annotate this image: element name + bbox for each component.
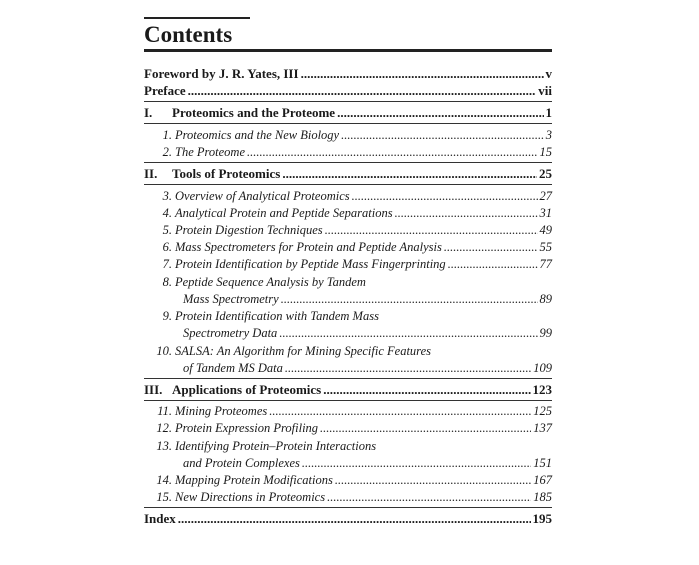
- divider: [144, 507, 552, 508]
- chapter-title-line1: Protein Identification with Tandem Mass: [175, 309, 379, 323]
- chapter-title-line2: Spectrometry Data: [183, 326, 278, 340]
- toc-chapter-1[interactable]: [152, 126, 552, 144]
- part-title: Applications of Proteomics: [172, 382, 322, 397]
- chapter-number: 2.: [162, 145, 172, 159]
- leader-dots: [188, 82, 537, 100]
- chapter-title-line1: Peptide Sequence Analysis by Tandem: [175, 275, 366, 289]
- chapter-title-line2: and Protein Complexes: [183, 456, 300, 470]
- entry-label: Foreword by J. R. Yates, III: [144, 66, 299, 81]
- chapter-number: 1.: [162, 128, 172, 142]
- toc-chapter-15[interactable]: [152, 488, 552, 506]
- chapter-number: 11.: [157, 404, 172, 418]
- part-number: II.: [144, 166, 158, 181]
- entry-page: v: [545, 66, 552, 81]
- chapter-title: Mapping Protein Modifications: [175, 473, 333, 487]
- chapter-number: 12.: [156, 421, 172, 435]
- leader-dots: [323, 381, 530, 399]
- toc-chapter-13-continued[interactable]: [183, 454, 552, 472]
- toc-chapter-11[interactable]: [152, 402, 552, 420]
- chapter-page: 3: [545, 128, 552, 142]
- part-title: Proteomics and the Proteome: [172, 105, 336, 120]
- leader-dots: [341, 126, 544, 144]
- toc-chapter-6[interactable]: [152, 238, 552, 256]
- part-page: 1: [545, 105, 552, 120]
- leader-dots: [281, 290, 538, 308]
- chapter-page: 167: [533, 473, 552, 487]
- leader-dots: [282, 165, 537, 183]
- chapter-title: Overview of Analytical Proteomics: [175, 189, 350, 203]
- entry-page: vii: [538, 83, 552, 98]
- toc-part-3[interactable]: [144, 381, 552, 399]
- toc-chapter-5[interactable]: [152, 221, 552, 239]
- entry-label: Index: [144, 511, 176, 526]
- chapter-number: 5.: [162, 223, 172, 237]
- chapter-title: Proteomics and the New Biology: [175, 128, 340, 142]
- toc-entry-index[interactable]: [144, 510, 552, 528]
- leader-dots: [269, 402, 531, 420]
- toc-chapter-4[interactable]: [152, 204, 552, 222]
- chapter-page: 99: [539, 326, 552, 340]
- toc-chapter-3[interactable]: [152, 187, 552, 205]
- chapter-page: 31: [539, 206, 552, 220]
- chapter-number: 3.: [162, 189, 172, 203]
- toc-chapter-7[interactable]: [152, 255, 552, 273]
- divider: [144, 123, 552, 124]
- chapter-page: 55: [539, 240, 552, 254]
- chapter-number: 8.: [162, 275, 172, 289]
- entry-page: 195: [532, 511, 552, 526]
- chapter-page: 125: [533, 404, 552, 418]
- leader-dots: [448, 255, 538, 273]
- chapter-title-line2: of Tandem MS Data: [183, 361, 283, 375]
- chapter-title-line1: SALSA: An Algorithm for Mining Specific Features: [175, 344, 431, 358]
- part-page: 25: [539, 166, 552, 181]
- toc-chapter-8-continued[interactable]: [183, 290, 552, 308]
- divider: [144, 400, 552, 401]
- toc-chapter-9[interactable]: [152, 307, 552, 325]
- chapter-number: 9.: [162, 309, 172, 323]
- chapter-page: 109: [533, 361, 552, 375]
- chapter-page: 15: [539, 145, 552, 159]
- leader-dots: [395, 204, 538, 222]
- leader-dots: [444, 238, 538, 256]
- entry-label: Preface: [144, 83, 186, 98]
- leader-dots: [335, 471, 531, 489]
- chapter-number: 15.: [156, 490, 172, 504]
- leader-dots: [301, 65, 544, 83]
- toc-chapter-9-continued[interactable]: [183, 324, 552, 342]
- chapter-number: 10.: [156, 344, 172, 358]
- chapter-page: 77: [539, 257, 552, 271]
- chapter-page: 27: [539, 189, 552, 203]
- leader-dots: [178, 510, 531, 528]
- part-number: I.: [144, 105, 153, 120]
- chapter-number: 13.: [156, 439, 172, 453]
- part-page: 123: [532, 382, 552, 397]
- toc-entry-foreword[interactable]: [144, 65, 552, 83]
- divider: [144, 378, 552, 379]
- toc-part-1[interactable]: [144, 104, 552, 122]
- chapter-title: Protein Expression Profiling: [175, 421, 319, 435]
- chapter-title: Protein Digestion Techniques: [175, 223, 323, 237]
- chapter-number: 7.: [162, 257, 172, 271]
- leader-dots: [247, 143, 537, 161]
- chapter-title: The Proteome: [175, 145, 246, 159]
- chapter-page: 89: [539, 292, 552, 306]
- chapter-number: 14.: [156, 473, 172, 487]
- leader-dots: [325, 221, 538, 239]
- chapter-title-line2: Mass Spectrometry: [183, 292, 279, 306]
- toc-chapter-14[interactable]: [152, 471, 552, 489]
- chapter-number: 4.: [162, 206, 172, 220]
- toc-part-2[interactable]: [144, 165, 552, 183]
- toc-chapter-13[interactable]: [152, 437, 552, 455]
- part-title: Tools of Proteomics: [172, 166, 281, 181]
- toc-chapter-10-continued[interactable]: [183, 359, 552, 377]
- leader-dots: [302, 454, 531, 472]
- leader-dots: [285, 359, 531, 377]
- toc-chapter-2[interactable]: [152, 143, 552, 161]
- chapter-page: 151: [533, 456, 552, 470]
- leader-dots: [279, 324, 537, 342]
- leader-dots: [327, 488, 531, 506]
- chapter-title-line1: Identifying Protein–Protein Interactions: [175, 439, 377, 453]
- page-title: Contents: [144, 22, 233, 47]
- divider: [144, 101, 552, 102]
- toc-entry-preface[interactable]: [144, 82, 552, 100]
- chapter-page: 137: [533, 421, 552, 435]
- toc-chapter-10[interactable]: [152, 342, 552, 360]
- chapter-title: Protein Identification by Peptide Mass Fingerprinting: [175, 257, 446, 271]
- toc-chapter-8[interactable]: [152, 273, 552, 291]
- title-rule: [144, 49, 552, 52]
- leader-dots: [320, 419, 531, 437]
- chapter-page: 185: [533, 490, 552, 504]
- leader-dots: [337, 104, 543, 122]
- chapter-title: Analytical Protein and Peptide Separations: [175, 206, 393, 220]
- chapter-number: 6.: [162, 240, 172, 254]
- leader-dots: [352, 187, 538, 205]
- chapter-title: Mining Proteomes: [175, 404, 268, 418]
- divider: [144, 184, 552, 185]
- chapter-page: 49: [539, 223, 552, 237]
- part-number: III.: [144, 382, 163, 397]
- chapter-title: Mass Spectrometers for Protein and Peptide Analysis: [175, 240, 442, 254]
- divider: [144, 162, 552, 163]
- chapter-title: New Directions in Proteomics: [175, 490, 326, 504]
- toc-chapter-12[interactable]: [152, 419, 552, 437]
